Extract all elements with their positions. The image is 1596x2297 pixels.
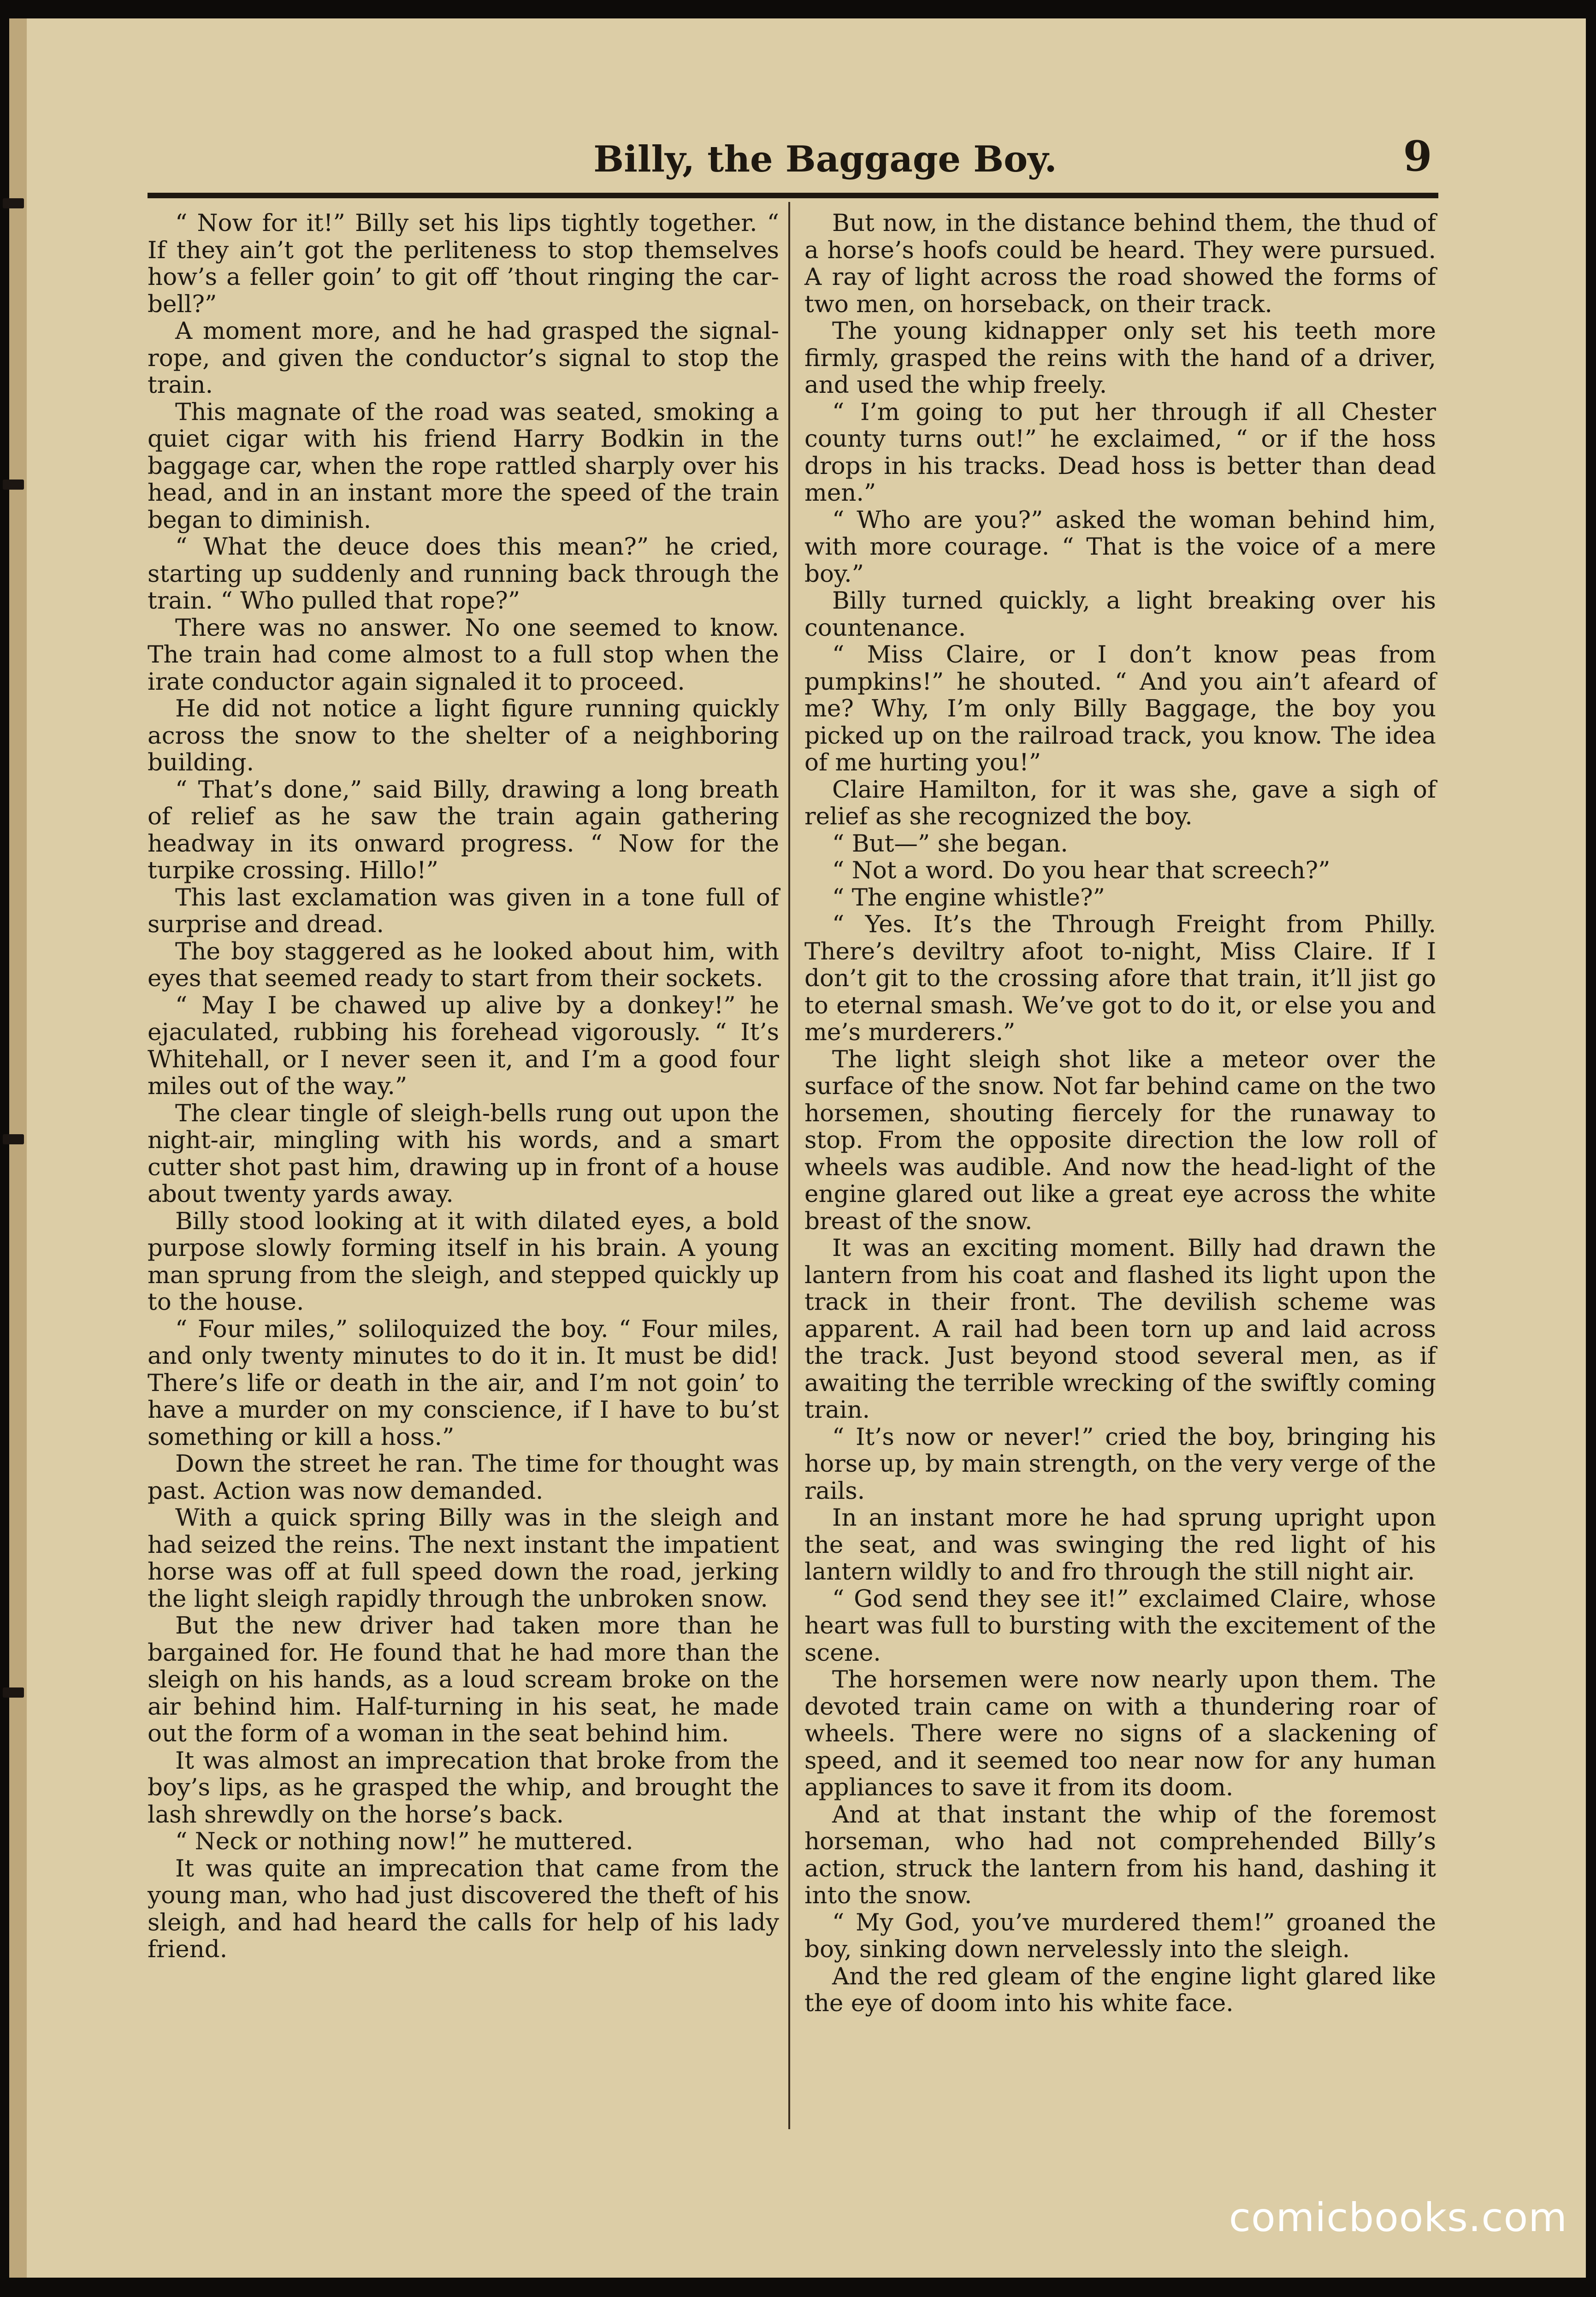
paragraph: It was an exciting moment. Billy had drawn the lantern from his coat and flashed its light upon the track in their front. The devilish scheme was apparent. A rail had been torn up and laid across the track. Just beyond stood several men, as if awaiting the terrible wrecking of the swiftly coming train.: [804, 1234, 1436, 1424]
paragraph: The boy staggered as he looked about him, with eyes that seemed ready to start from their sockets.: [148, 937, 779, 992]
paragraph: “ Neck or nothing now!” he muttered.: [175, 1828, 633, 1855]
paragraph: “ God send they see it!” exclaimed Claire, whose heart was full to bursting with the excitement of the scene.: [804, 1585, 1436, 1667]
paragraph: “ But—” she began.: [832, 829, 1068, 858]
binding-spine: [9, 18, 27, 2278]
column-divider: [788, 202, 790, 2129]
paragraph: Down the street he ran. The time for thought was past. Action was now demanded.: [148, 1450, 779, 1505]
paragraph: “ My God, you’ve murdered them!” groaned the boy, sinking down nervelessly into the sleigh.: [804, 1908, 1436, 1963]
site-watermark: comicbooks.com: [1229, 2195, 1567, 2241]
paragraph: And at that instant the whip of the foremost horseman, who had not comprehended Billy’s action, struck the lantern from his hand, dashing it into the snow.: [804, 1800, 1436, 1909]
paragraph: In an instant more he had sprung upright upon the seat, and was swinging the red light of his lantern wildly to and fro through the still night air.: [804, 1504, 1436, 1586]
binding-staple: [3, 198, 24, 208]
paragraph: “ Yes. It’s the Through Freight from Philly. There’s deviltry afoot to-night, Miss Claire. If I don’t git to the crossing afore that train, it’ll jist go to eternal smash. We’ve got to do it, or else you and me’s murderers.”: [804, 911, 1436, 1046]
paragraph: “ Not a word. Do you hear that screech?”: [832, 857, 1330, 884]
paragraph: “ What the deuce does this mean?” he cried, starting up suddenly and running back through the train. “ Who pulled that rope?”: [148, 533, 779, 615]
paragraph: The young kidnapper only set his teeth more firmly, grasped the reins with the hand of a driver, and used the whip freely.: [804, 317, 1436, 399]
left-column: [148, 210, 779, 1963]
paragraph: But now, in the distance behind them, the thud of a horse’s hoofs could be heard. They were pursued. A ray of light across the road showed the forms of two men, on horseback, on their track.: [804, 209, 1436, 318]
paragraph: The horsemen were now nearly upon them. The devoted train came on with a thundering roar of wheels. There were no signs of a slackening of speed, and it seemed too near now for any human appliances to save it from its doom.: [804, 1666, 1436, 1801]
paragraph: He did not notice a light figure running quickly across the snow to the shelter of a neighboring building.: [148, 695, 779, 776]
paragraph: With a quick spring Billy was in the sleigh and had seized the reins. The next instant the impatient horse was off at full speed down the road, jerking the light sleigh rapidly through the unbroken snow.: [148, 1504, 779, 1613]
paragraph: “ Four miles,” soliloquized the boy. “ Four miles, and only twenty minutes to do it in. It must be did! There’s life or death in the air, and I’m not goin’ to have a murder on my conscience, if I have to bu’st something or kill a hoss.”: [148, 1315, 779, 1451]
paragraph: This last exclamation was given in a tone full of surprise and dread.: [148, 883, 779, 938]
paragraph: But the new driver had taken more than he bargained for. He found that he had more than the sleigh on his hands, as a loud scream broke on the air behind him. Half-turning in his seat, he made out the form of a woman in the seat behind him.: [148, 1612, 779, 1747]
paragraph: “ Miss Claire, or I don’t know peas from pumpkins!” he shouted. “ And you ain’t afeard of me? Why, I’m only Billy Baggage, the boy you picked up on the railroad track, you know. The idea of me hurting you!”: [804, 641, 1436, 776]
page-number: 9: [1403, 132, 1432, 181]
running-head: Billy, the Baggage Boy.: [593, 138, 1057, 180]
paragraph: And the red gleam of the engine light glared like the eye of doom into his white face.: [804, 1962, 1436, 2017]
paragraph: “ That’s done,” said Billy, drawing a long breath of relief as he saw the train again gathering headway in its onward progress. “ Now for the turpike crossing. Hillo!”: [148, 776, 779, 884]
paragraph: It was almost an imprecation that broke from the boy’s lips, as he grasped the whip, and brought the lash shrewdly on the horse’s back.: [148, 1746, 779, 1829]
paragraph: “ May I be chawed up alive by a donkey!” he ejaculated, rubbing his forehead vigorously. “ It’s Whitehall, or I never seen it, and I’m a good four miles out of the way.”: [148, 991, 779, 1100]
paragraph: There was no answer. No one seemed to know. The train had come almost to a full stop when the irate conductor again signaled it to proceed.: [148, 614, 779, 696]
paragraph: Claire Hamilton, for it was she, gave a sigh of relief as she recognized the boy.: [804, 776, 1436, 830]
paragraph: The clear tingle of sleigh-bells rung out upon the night-air, mingling with his words, and a smart cutter shot past him, drawing up in front of a house about twenty yards away.: [148, 1099, 779, 1208]
paragraph: “ It’s now or never!” cried the boy, bringing his horse up, by main strength, on the very verge of the rails.: [804, 1423, 1436, 1505]
paragraph: “ I’m going to put her through if all Chester county turns out!” he exclaimed, “ or if the hoss drops in his tracks. Dead hoss is better than dead men.”: [804, 398, 1436, 507]
paragraph: Billy turned quickly, a light breaking over his countenance.: [804, 587, 1436, 642]
binding-staple: [3, 480, 24, 490]
binding-staple: [3, 1134, 24, 1144]
header-rule: [148, 193, 1438, 198]
paragraph: This magnate of the road was seated, smoking a quiet cigar with his friend Harry Bodkin in the baggage car, when the rope rattled sharply over his head, and in an instant more the speed of the train began to diminish.: [148, 398, 779, 534]
paragraph: The light sleigh shot like a meteor over the surface of the snow. Not far behind came on the two horsemen, shouting fiercely for the runaway to stop. From the opposite direction the low roll of wheels was audible. And now the head-light of the engine glared out like a great eye across the white breast of the snow.: [804, 1045, 1436, 1235]
paragraph: It was quite an imprecation that came from the young man, who had just discovered the theft of his sleigh, and had heard the calls for help of his lady friend.: [148, 1854, 779, 1963]
paragraph: “ Now for it!” Billy set his lips tightly together. “ If they ain’t got the perliteness to stop themselves how’s a feller goin’ to git off ’thout ringing the car-bell?”: [148, 209, 779, 318]
paragraph: “ The engine whistle?”: [832, 883, 1105, 912]
binding-staple: [3, 1687, 24, 1698]
paragraph: Billy stood looking at it with dilated eyes, a bold purpose slowly forming itself in his brain. A young man sprung from the sleigh, and stepped quickly up to the house.: [148, 1207, 779, 1316]
paragraph: A moment more, and he had grasped the signal-rope, and given the conductor’s signal to stop the train.: [148, 317, 779, 399]
paragraph: “ Who are you?” asked the woman behind him, with more courage. “ That is the voice of a mere boy.”: [804, 506, 1436, 588]
right-column: [804, 210, 1436, 2017]
